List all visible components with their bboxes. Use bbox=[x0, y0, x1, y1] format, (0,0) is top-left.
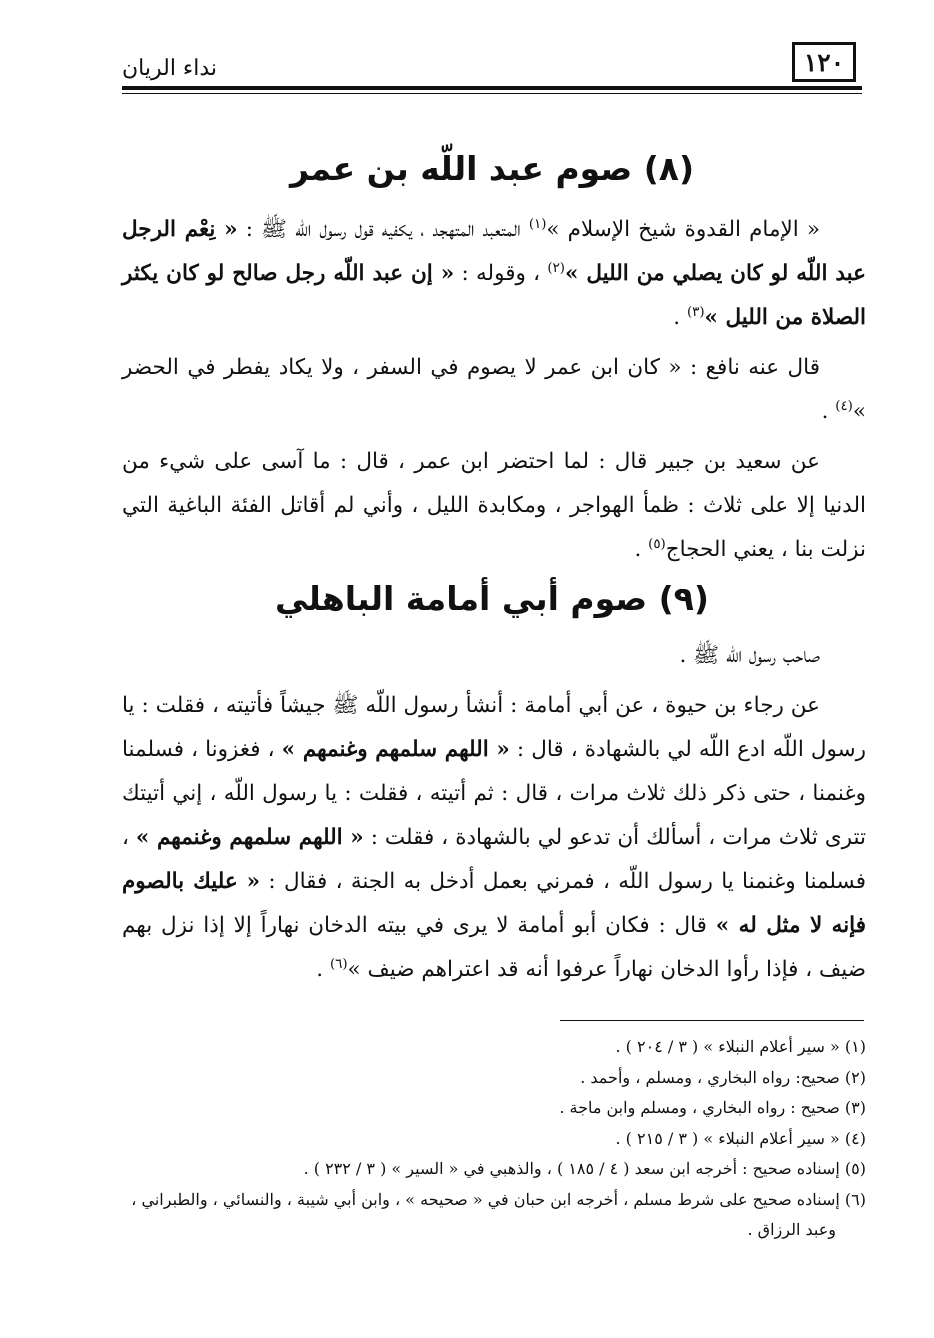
footnote-ref: (١) bbox=[528, 216, 547, 232]
footnote-ref: (٣) bbox=[686, 304, 705, 320]
footnote: (٦) إسناده صحيح على شرط مسلم ، أخرجه ابن حبان في « صحيحه » ، وابن أبي شيبة ، والنسائي ، والطبراني ، bbox=[131, 1189, 866, 1209]
section-title-9: (٩) صوم أبي أمامة الباهلي bbox=[274, 579, 710, 618]
header-rule bbox=[122, 86, 862, 90]
footnote-ref: (٢) bbox=[547, 260, 565, 276]
footnote: (٣) صحيح : رواه البخاري ، ومسلم وابن ماجة . bbox=[559, 1098, 866, 1117]
quote-bold: « اللهم سلمهم وغنمهم » bbox=[281, 737, 510, 762]
text-run: عن سعيد بن جبير قال : لما احتضر ابن عمر ، قال : ما آسى على شيء من الدنيا إلا على ثلاث : ظمأ الهواجر ، ومكابدة الليل ، وأني لم أقاتل الفئة الباغية التي نزلت بنا ، يعني الحجاج bbox=[122, 449, 866, 562]
quote-bold: « نِعْم الرجل عبد اللّه لو كان يصلي من الليل » bbox=[122, 217, 866, 286]
quote-bold: « إن عبد اللّه رجل صالح لو كان يكثر الصلاة من الليل » bbox=[122, 261, 866, 330]
footnote: (١) « سير أعلام النبلاء » ( ٣ / ٢٠٤ ) . bbox=[615, 1037, 866, 1056]
running-title: نداء الريان bbox=[122, 56, 218, 81]
section-body-8 bbox=[122, 208, 866, 572]
page-number-text: ١٢٠ bbox=[803, 47, 845, 77]
footnote-ref: (٦) bbox=[329, 956, 348, 972]
footnote-ref: (٥) bbox=[648, 536, 666, 552]
paragraph bbox=[122, 440, 866, 572]
quote-bold: « عليك بالصوم فإنه لا مثل له » bbox=[122, 869, 867, 938]
text-run: ، فسلمنا وغنمنا يا رسول اللّه ، فمرني بعمل أدخل به الجنة ، فقال : bbox=[122, 825, 866, 894]
text-run: قال : فكان أبو أمامة لا يرى في بيته الدخان نهاراً إلا إذا نزل بهم ضيف ، فإذا رأوا الدخان نهاراً عرفوا أنه قد اعتراهم ضيف » bbox=[122, 913, 866, 982]
text-run: . bbox=[673, 305, 687, 330]
paragraph bbox=[122, 634, 866, 678]
paragraph bbox=[122, 684, 866, 992]
text-run: . bbox=[316, 957, 330, 982]
section-body-9 bbox=[122, 634, 866, 992]
header-rule-thin bbox=[122, 93, 862, 94]
text-run: ، وقوله : bbox=[454, 261, 548, 286]
footnote: (٥) إسناده صحيح : أخرجه ابن سعد ( ٤ / ١٨٥ ) ، والذهبي في « السير » ( ٣ / ٢٣٢ ) . bbox=[303, 1159, 866, 1178]
quote-bold: « اللهم سلمهم وغنمهم » bbox=[135, 825, 364, 850]
footnote: (٢) صحيح: رواه البخاري ، ومسلم ، وأحمد . bbox=[580, 1067, 866, 1087]
text-run: ، فغزونا ، فسلمنا وغنمنا ، حتى ذكر ذلك ثلاث مرات ، قال : ثم أتيته ، فقلت : يا رسول اللّه ، إني أتيتك تترى ثلاث مرات ، أسألك أن تدعو لي بالشهادة ، فقلت : bbox=[122, 737, 866, 850]
page-number bbox=[792, 42, 856, 82]
section-title-8: (٨) صوم عبد اللّه بن عمر bbox=[289, 149, 695, 188]
footnotes bbox=[122, 1032, 866, 1246]
text-run: « الإمام القدوة شيخ الإسلام » bbox=[546, 217, 820, 242]
footnote-ref: (٤) bbox=[835, 398, 853, 414]
footnote-rule bbox=[560, 1020, 864, 1021]
text-run: قال عنه نافع : « كان ابن عمر لا يصوم في السفر ، ولا يكاد يفطر في الحضر » bbox=[122, 355, 866, 424]
paragraph bbox=[122, 346, 866, 434]
text-run: . bbox=[634, 537, 649, 562]
footnote-continuation: وعبد الرزاق . bbox=[747, 1220, 836, 1239]
footnote: (٤) « سير أعلام النبلاء » ( ٣ / ٢١٥ ) . bbox=[615, 1128, 866, 1148]
text-run: . bbox=[821, 399, 836, 424]
text-run: عن رجاء بن حيوة ، عن أبي أمامة : أنشأ رسول اللّه ﷺ جيشاً فأتيته ، فقلت : يا رسول اللّه ادع اللّه لي بالشهادة ، قال : bbox=[122, 693, 866, 762]
text-run: المتعبد المتهجد ، يكفيه قول رسول اللّه ﷺ : bbox=[237, 217, 529, 242]
paragraph bbox=[122, 208, 866, 340]
text-run: صاحب رسول اللّه ﷺ . bbox=[679, 643, 820, 668]
